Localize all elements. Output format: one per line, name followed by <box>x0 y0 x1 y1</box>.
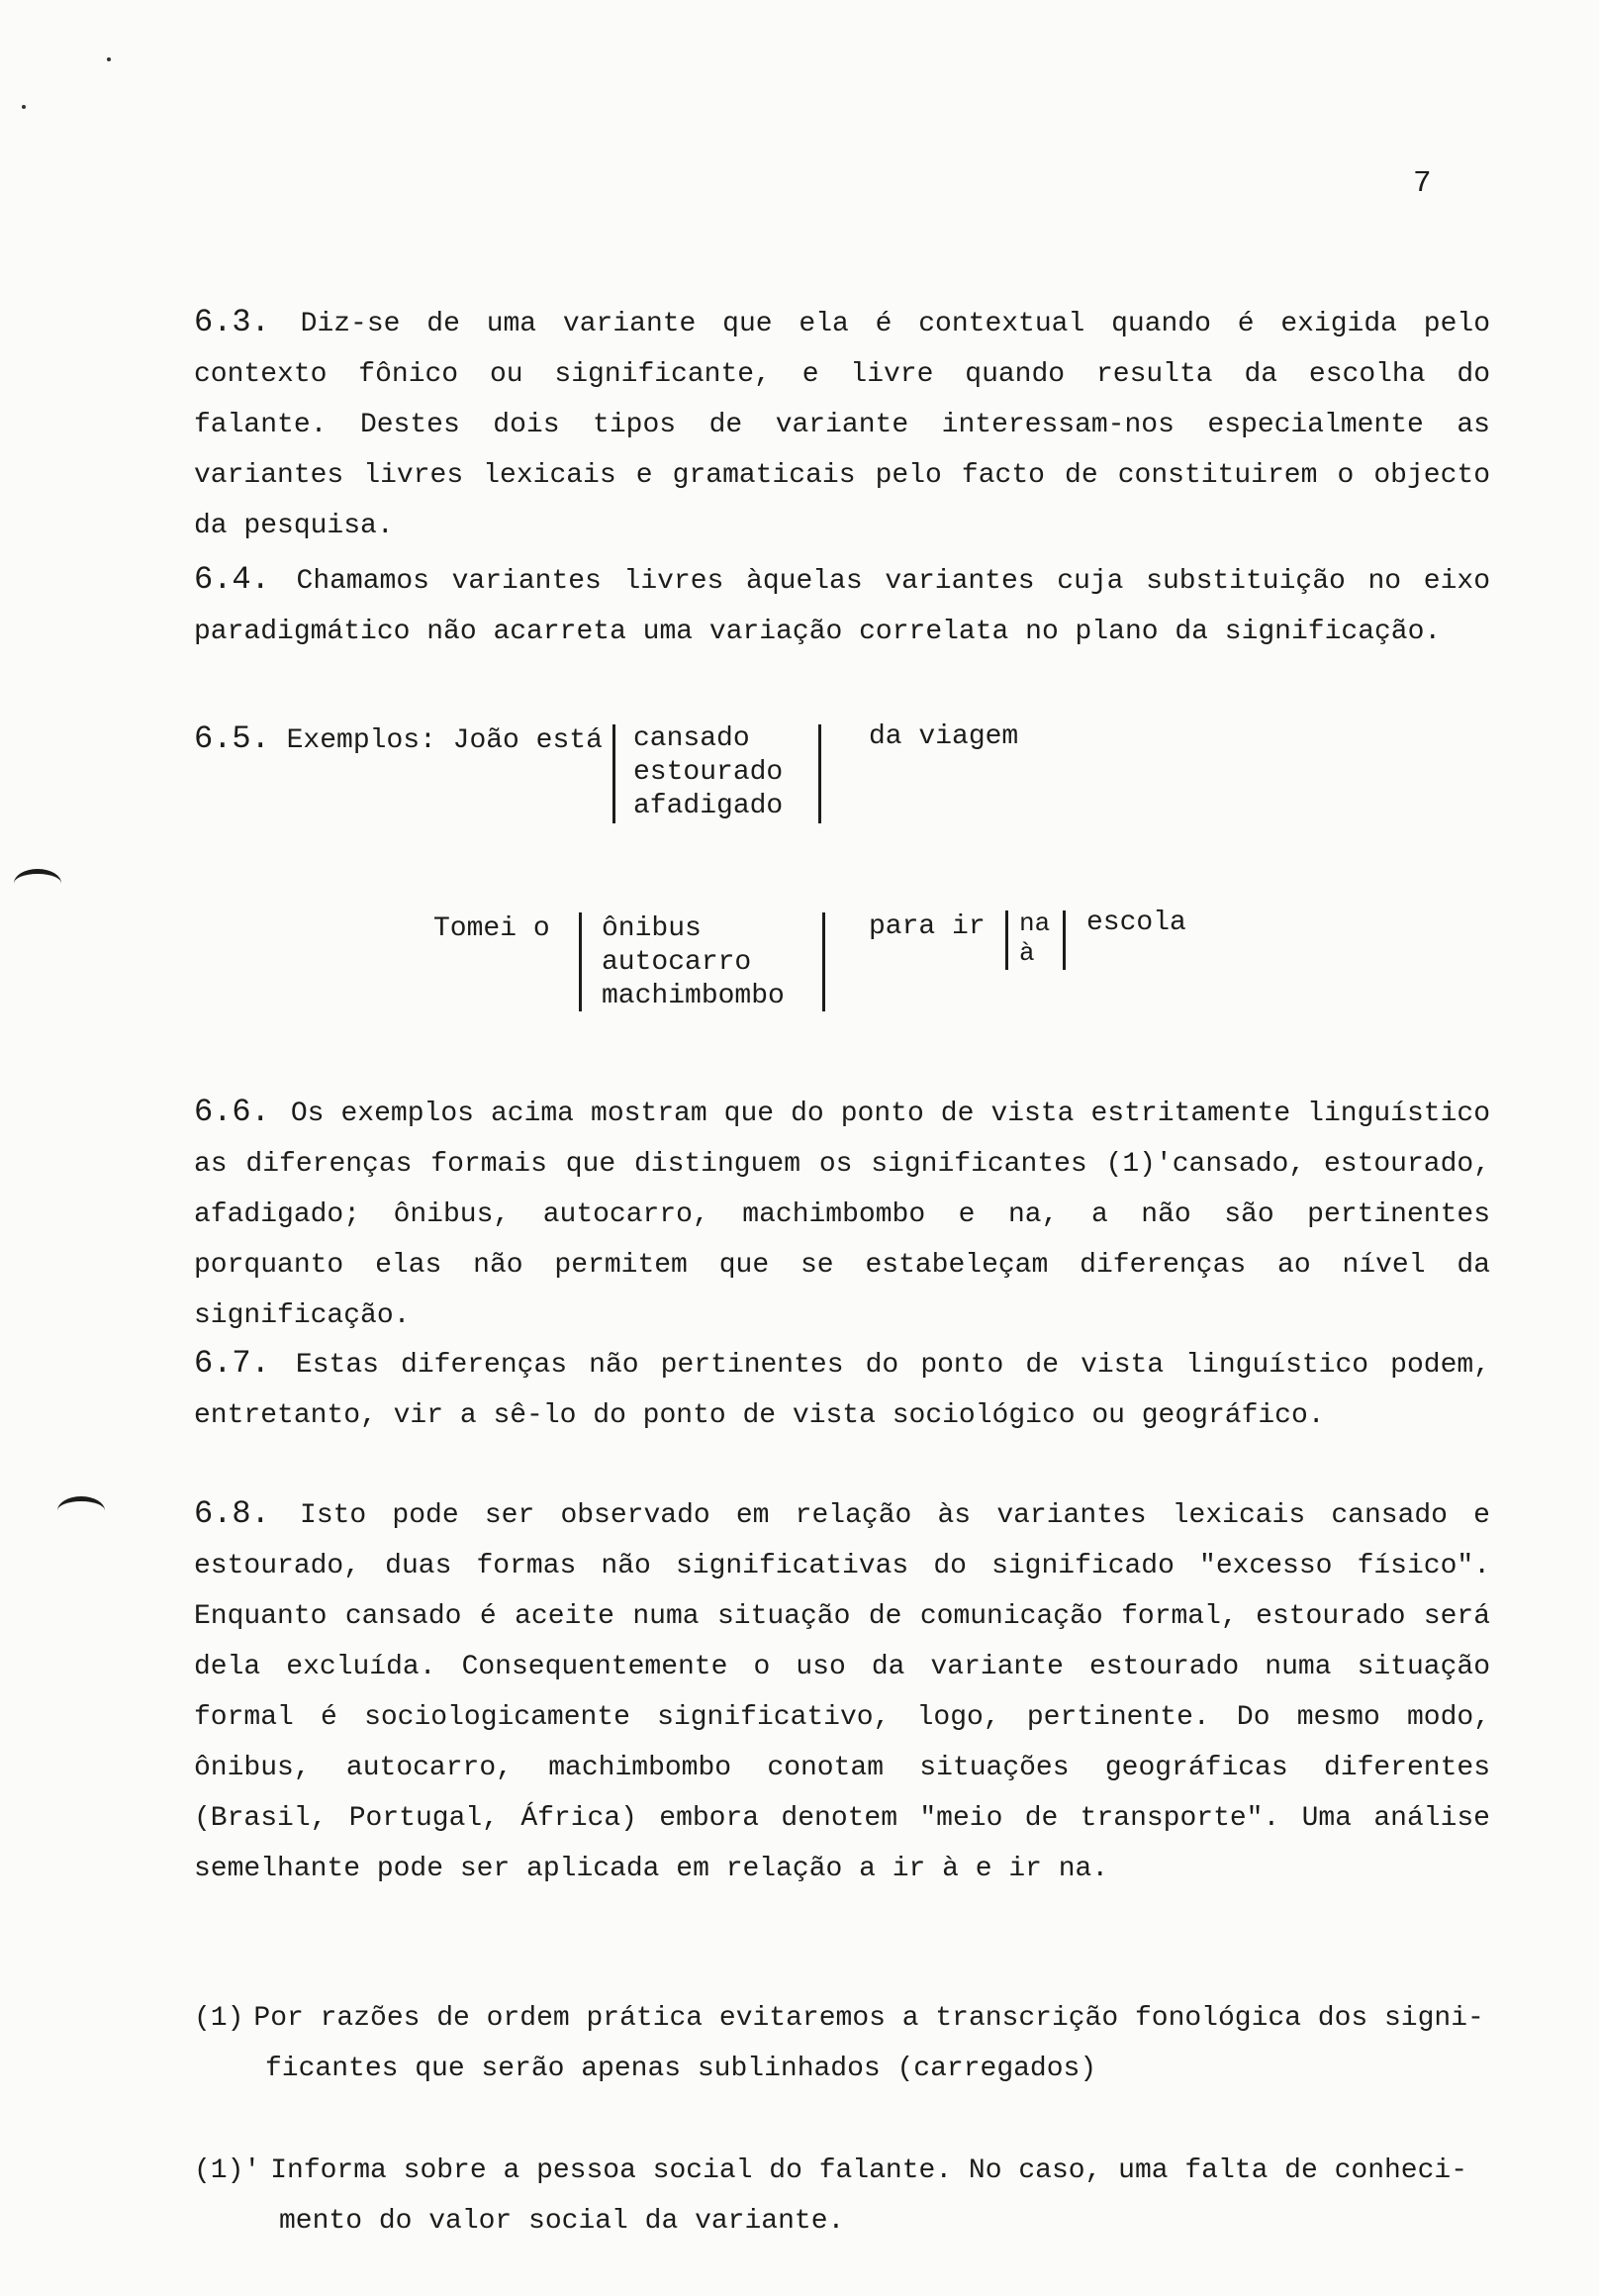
paragraph-6-3 <box>194 297 1490 551</box>
example-2-prepositions <box>1019 909 1050 968</box>
example-1-tail: da viagem <box>869 721 1019 752</box>
margin-mark <box>14 869 61 898</box>
footnote-marker: (1) <box>194 2003 244 2034</box>
paragraph-6-4 <box>194 554 1490 657</box>
margin-mark <box>57 1496 105 1525</box>
example-2-options <box>602 912 785 1013</box>
preposition-a: à <box>1019 938 1035 968</box>
preposition-na: na <box>1019 909 1051 938</box>
paragraph-text: Chamamos variantes livres àquelas variantes cuja substituição no eixo paradigmático não acarreta uma variação correlata no plano da significação. <box>194 566 1491 647</box>
bracket-left <box>612 724 615 823</box>
footnote-continuation: mento do valor social da variante. <box>279 2206 845 2237</box>
paragraph-6-8 <box>194 1488 1490 1894</box>
paragraph-number: 6.8. <box>194 1495 270 1532</box>
option-machimbombo: machimbombo <box>602 981 785 1011</box>
option-autocarro: autocarro <box>602 947 752 978</box>
paragraph-text: Isto pode ser observado em relação às variantes lexicais cansado e estourado, duas formas não significativas do significado "excesso físico". Enquanto cansado é aceite numa situação de comunicação formal, estourado será dela excluída. Consequentemente o uso da variante estourado numa situação formal é sociologicamente significativo, logo, pertinente. Do mesmo modo, ônibus, autocarro, machimbombo conotam situações geográficas diferentes (Brasil, Portugal, África) embora denotem "meio de transporte". Uma análise semelhante pode ser aplicada em relação a ir à e ir na. <box>194 1500 1490 1884</box>
option-cansado: cansado <box>633 723 750 754</box>
option-estourado: estourado <box>633 757 784 788</box>
option-afadigado: afadigado <box>633 791 784 821</box>
option-onibus: ônibus <box>602 913 702 944</box>
paragraph-number: 6.3. <box>194 304 270 340</box>
paragraph-6-7 <box>194 1338 1490 1441</box>
paragraph-text: Os exemplos acima mostram que do ponto de vista estritamente linguístico as diferenças formais que distinguem os significantes (1)'cansado, estourado, afadigado; ônibus, autocarro, machimbombo e na, a não são pertinentes porquanto elas não permitem que se estabeleçam diferenças ao nível da significação. <box>194 1099 1490 1331</box>
paragraph-text: Estas diferenças não pertinentes do ponto de vista linguístico podem, entretanto, vir a sê-lo do ponto de vista sociológico ou geográfico. <box>194 1350 1490 1431</box>
scan-speck <box>107 57 111 61</box>
footnote-continuation: ficantes que serão apenas sublinhados (carregados) <box>265 2054 1097 2084</box>
example-1-options <box>633 722 783 823</box>
bracket-left <box>579 912 582 1011</box>
paragraph-6-6 <box>194 1087 1490 1341</box>
footnote-text: Informa sobre a pessoa social do falante. No caso, uma falta de conheci- <box>270 2155 1468 2186</box>
paragraph-number: 6.6. <box>194 1094 270 1130</box>
paragraph-number: 6.4. <box>194 561 270 598</box>
paragraph-number: 6.5. <box>194 720 270 757</box>
paragraph-number: 6.7. <box>194 1345 270 1382</box>
paragraph-text: Diz-se de uma variante que ela é contextual quando é exigida pelo contexto fônico ou significante, e livre quando resulta da escolha do falante. Destes dois tipos de variante interessam-nos especialmente as variantes livres lexicais e gramaticais pelo facto de constituirem o objecto da pesquisa. <box>194 309 1490 541</box>
bracket-right <box>1063 910 1066 970</box>
examples-intro-text: Exemplos: João está <box>286 725 603 756</box>
footnote-marker: (1)' <box>194 2155 261 2186</box>
example-2-lead: Tomei o <box>433 913 550 944</box>
examples-intro <box>194 722 603 758</box>
page-number: 7 <box>1413 166 1432 201</box>
scan-speck <box>22 105 26 109</box>
bracket-right <box>822 912 825 1011</box>
bracket-right <box>818 724 821 823</box>
footnote-1 <box>194 1993 1490 2094</box>
footnote-text: Por razões de ordem prática evitaremos a transcrição fonológica dos signi- <box>253 2003 1484 2034</box>
bracket-left <box>1005 910 1008 970</box>
example-2-middle: para ir <box>869 911 986 942</box>
example-2-tail: escola <box>1086 908 1186 938</box>
footnote-1-prime <box>194 2146 1490 2247</box>
